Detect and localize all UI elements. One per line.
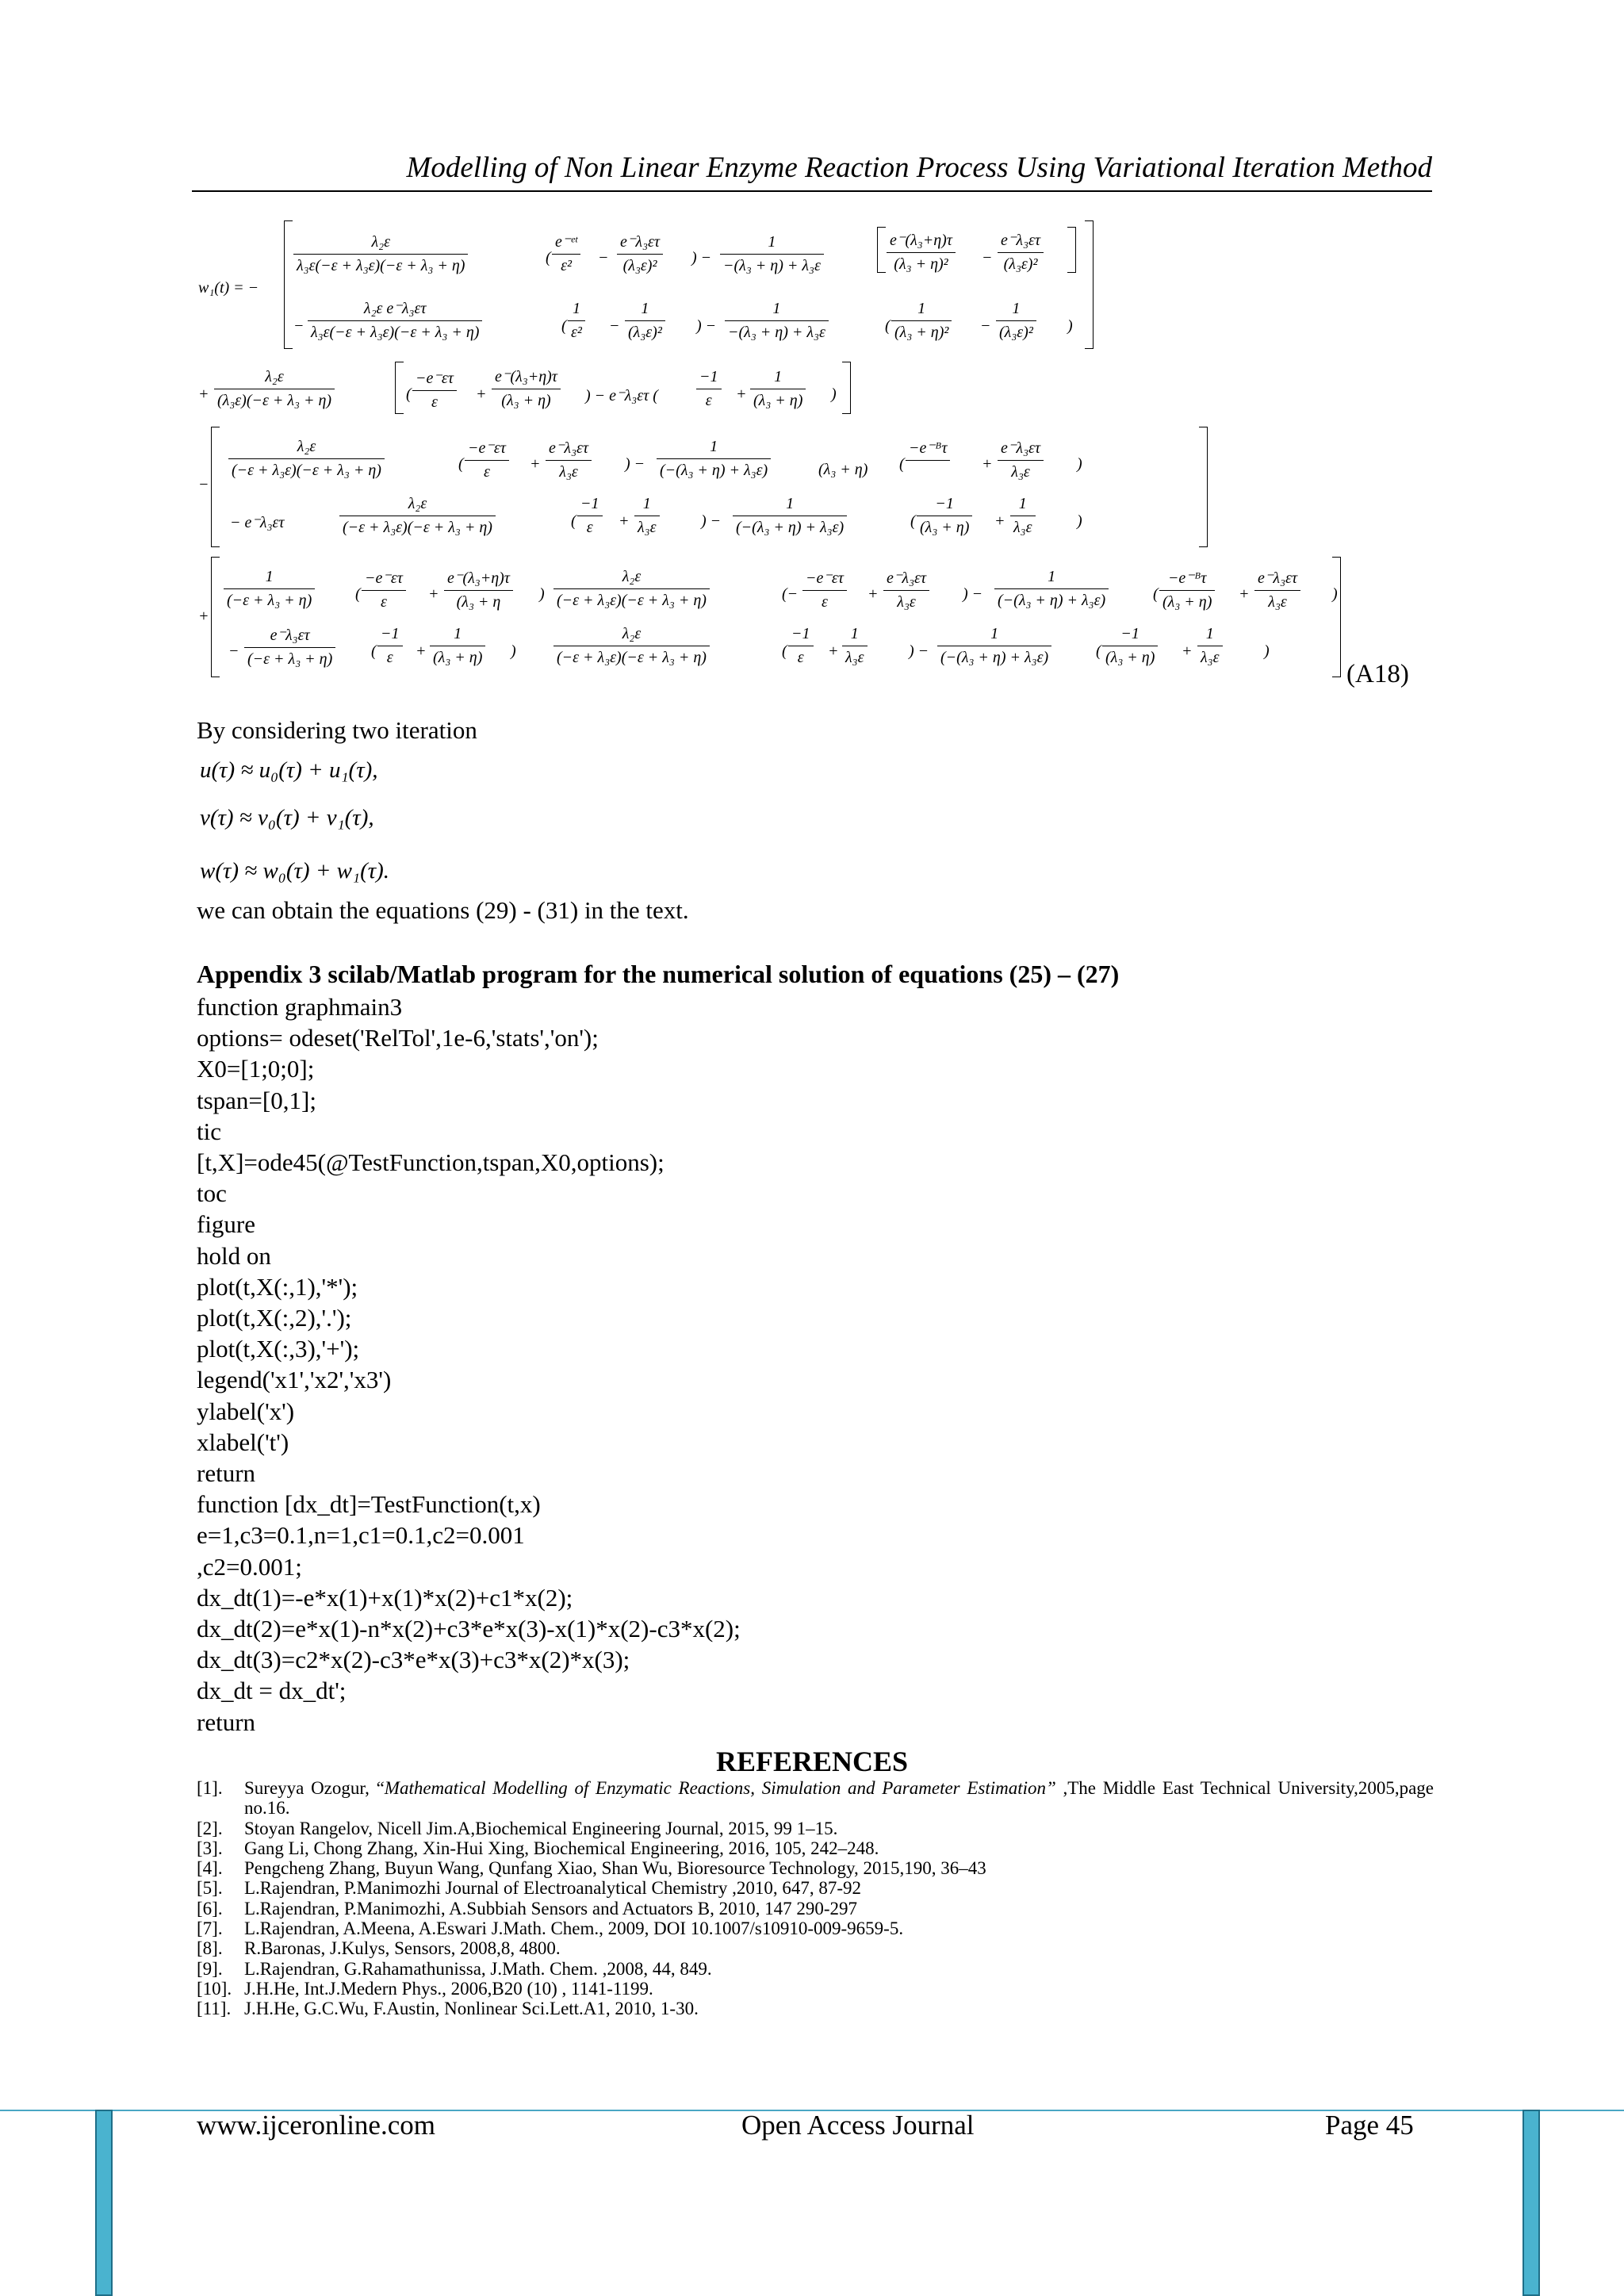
footer-website: www.ijceronline.com (197, 2110, 435, 2141)
eq-operator: + (530, 455, 541, 473)
eq-paren: ( (910, 512, 916, 530)
eq-operator: ) − (909, 642, 929, 660)
eq-paren: ( (546, 249, 551, 266)
eq-operator: − (598, 249, 609, 266)
code-line: [t,X]=ode45(@TestFunction,tspan,X0,options); (197, 1148, 665, 1177)
reference-number: [7]. (197, 1918, 223, 1939)
references-title: REFERENCES (715, 1746, 909, 1777)
eq-paren: ( (1153, 585, 1159, 603)
reference-number: [10]. (197, 1978, 232, 1999)
eq-operator: − (980, 317, 991, 335)
eq-fraction: 1 (−(λ₃ + η) + λ₃ε) (733, 495, 847, 537)
code-line: hold on (197, 1241, 271, 1270)
eq-fraction: 1 (λ₃ε)² (996, 300, 1036, 342)
eq-paren: ) (1067, 317, 1073, 335)
eq-lhs: w₁(t) = − (198, 279, 259, 297)
eq-fraction: −1 ε (377, 625, 403, 667)
eq-fraction: −1 ε (577, 495, 603, 537)
eq-fraction: (λ₃ + η) (818, 461, 868, 478)
reference-text: J.H.He, Int.J.Medern Phys., 2006,B20 (10) , 1141-1199. (244, 1978, 653, 1999)
eq-fraction: λ₂ε (λ₃ε)(−ε + λ₃ + η) (214, 368, 335, 410)
eq-paren: ( (899, 455, 905, 473)
reference-item (197, 1918, 1434, 1938)
eq-paren: ) (1264, 642, 1270, 660)
eq-fraction: −1 ε (788, 625, 814, 667)
eq-operator: + (428, 585, 439, 603)
eq-operator: − (982, 249, 993, 266)
eq-term: − e⁻λ₃ετ (230, 514, 285, 531)
eq-paren: ) (511, 642, 516, 660)
code-line: legend('x1','x2','x3') (197, 1366, 392, 1394)
eq-paren: ( (406, 385, 412, 403)
eq-fraction: 1 (λ₃ε)² (625, 300, 665, 342)
equation-a18 (197, 214, 1434, 690)
code-line: tic (197, 1117, 221, 1145)
eq-fraction: 1 (−(λ₃ + η) + λ₃ε) (994, 568, 1109, 610)
reference-item (197, 1999, 1434, 2018)
eq-fraction: e⁻λ₃ετ (λ₃ε)² (617, 232, 663, 275)
eq-operator: + (619, 512, 630, 530)
eq-paren: ) (1332, 585, 1338, 603)
eq-paren: (− (782, 585, 799, 603)
iteration-conclusion: we can obtain the equations (29) - (31) in the text. (197, 896, 689, 924)
eq-operator: ) − (696, 317, 717, 335)
eq-fraction: 1 (λ₃ + η)² (891, 300, 952, 342)
reference-text: Mathematical Modelling of Enzymatic Reactions, Simulation and Parameter Estimation” (384, 1778, 1056, 1798)
reference-item (197, 1979, 1434, 1999)
eq-paren: ) (539, 585, 545, 603)
code-line: ,c2=0.001; (197, 1552, 302, 1581)
reference-number: [2]. (197, 1818, 223, 1838)
eq-paren: ( (782, 642, 787, 660)
eq-operator: + (1239, 585, 1250, 603)
eq-fraction: e⁻λ₃ετ λ₃ε (998, 438, 1044, 481)
eq-paren: ) (1077, 455, 1082, 473)
code-line: return (197, 1708, 256, 1736)
reference-number: [9]. (197, 1958, 223, 1979)
eq-paren: ( (885, 317, 891, 335)
eq-fraction: −e⁻ετ ε (412, 368, 457, 412)
code-line: function graphmain3 (197, 993, 403, 1021)
reference-item (197, 1938, 1434, 1958)
code-line: return (197, 1459, 256, 1488)
eq-fraction: −e⁻ᴮτ (906, 438, 950, 481)
eq-fraction: e⁻λ₃ετ (−ε + λ₃ + η) (244, 625, 335, 669)
eq-operator: + (416, 642, 427, 660)
eq-fraction: e⁻ᵉᵗ ε² (552, 232, 580, 275)
eq-operator: + (1182, 642, 1193, 660)
code-line: dx_dt(3)=c2*x(2)-c3*e*x(3)+c3*x(2)*x(3); (197, 1646, 630, 1674)
eq-paren: ( (561, 317, 567, 335)
equation-tag: (A18) (1346, 660, 1409, 688)
eq-bracket (395, 362, 404, 414)
eq-operator: ) − (625, 455, 645, 473)
reference-number: [3]. (197, 1838, 223, 1858)
eq-operator: − (609, 317, 620, 335)
eq-bracket (211, 427, 220, 547)
w-equation: w(τ) ≈ w₀(τ) + w₁(τ). (200, 858, 390, 884)
eq-fraction: −1 ε (696, 368, 722, 410)
eq-paren: ( (355, 585, 361, 603)
eq-fraction: −1 (λ₃ + η) (917, 495, 972, 537)
eq-fraction: 1 λ₃ε (1010, 495, 1036, 537)
eq-paren: ( (458, 455, 464, 473)
eq-fraction: 1 λ₃ε (634, 495, 660, 537)
eq-operator: ) − (963, 585, 983, 603)
footer-journal: Open Access Journal (741, 2110, 975, 2141)
eq-fraction: λ₂ε e⁻λ₃ετ λ₃ε(−ε + λ₃ε)(−ε + λ₃ + η) (308, 298, 482, 342)
v-equation: v(τ) ≈ v₀(τ) + v₁(τ), (200, 805, 374, 830)
eq-fraction: 1 λ₃ε (1197, 625, 1223, 667)
footer-left-bar (95, 2110, 113, 2296)
eq-fraction: −e⁻ετ ε (802, 568, 847, 611)
eq-operator: + (868, 585, 879, 603)
eq-fraction: 1 ε² (568, 300, 585, 342)
code-line: tspan=[0,1]; (197, 1086, 316, 1114)
eq-paren: ( (571, 512, 576, 530)
reference-number: [5]. (197, 1878, 223, 1899)
eq-bracket (877, 227, 886, 273)
eq-fraction: 1 (−(λ₃ + η) + λ₃ε) (937, 625, 1051, 667)
reference-number: [6]. (197, 1898, 223, 1918)
reference-text: L.Rajendran, P.Manimozhi Journal of Electroanalytical Chemistry ,2010, 647, 87-92 (244, 1878, 862, 1899)
running-header-title: Modelling of Non Linear Enzyme Reaction Process Using Variational Iteration Method (406, 151, 1432, 184)
eq-fraction: 1 −(λ₃ + η) + λ₃ε (720, 233, 824, 275)
eq-operator: − (228, 642, 239, 660)
eq-bracket (211, 557, 220, 677)
eq-paren: ( (1096, 642, 1101, 660)
reference-text: L.Rajendran, G.Rahamathunissa, J.Math. Chem. ,2008, 44, 849. (244, 1958, 712, 1979)
code-line: plot(t,X(:,2),'.'); (197, 1304, 352, 1332)
eq-term: ) − e⁻λ₃ετ ( (585, 387, 658, 404)
eq-fraction: 1 (−ε + λ₃ + η) (224, 568, 315, 610)
reference-item (197, 1959, 1434, 1979)
header-rule (192, 190, 1432, 192)
eq-fraction: −e⁻ᴮτ (λ₃ + η) (1159, 568, 1215, 611)
eq-fraction: 1 λ₃ε (842, 625, 868, 667)
reference-item (197, 1858, 1434, 1878)
eq-fraction: 1 (λ₃ + η) (430, 625, 485, 667)
eq-operator: + (994, 512, 1005, 530)
reference-text: J.H.He, G.C.Wu, F.Austin, Nonlinear Sci.Lett.A1, 2010, 1-30. (244, 1999, 699, 2019)
reference-text: Sureyya Ozogur, “ (244, 1778, 385, 1798)
code-line: function [dx_dt]=TestFunction(t,x) (197, 1490, 541, 1519)
eq-paren: ) (831, 385, 837, 403)
eq-bracket (1085, 220, 1094, 349)
reference-text: Stoyan Rangelov, Nicell Jim.A,Biochemical Engineering Journal, 2015, 99 1–15. (244, 1818, 838, 1838)
reference-number: [1]. (197, 1778, 223, 1798)
code-line: dx_dt = dx_dt'; (197, 1677, 347, 1705)
eq-fraction: e⁻(λ₃+η)τ (λ₃ + η) (492, 366, 561, 410)
eq-fraction: −e⁻ετ ε (465, 438, 509, 481)
reference-item (197, 1899, 1434, 1918)
eq-operator: + (828, 642, 839, 660)
eq-operator: + (198, 385, 209, 403)
eq-operator: − (293, 317, 304, 335)
reference-number: [4]. (197, 1858, 223, 1879)
eq-fraction: e⁻(λ₃+η)τ (λ₃ + η (444, 568, 513, 611)
code-line: X0=[1;0;0]; (197, 1055, 315, 1083)
eq-bracket (1332, 557, 1341, 677)
eq-operator: − (198, 476, 209, 493)
eq-bracket (1199, 427, 1208, 547)
footer-right-bar (1522, 2110, 1540, 2296)
eq-bracket (284, 220, 293, 349)
eq-operator: + (982, 455, 993, 473)
eq-paren: ( (371, 642, 377, 660)
eq-fraction: λ₂ε (−ε + λ₃ε)(−ε + λ₃ + η) (553, 625, 710, 667)
reference-text: ,The Middle East Technical University,2005,page no.16. (244, 1778, 1434, 1819)
eq-fraction: e⁻λ₃ετ (λ₃ε)² (998, 230, 1044, 274)
code-line: ylabel('x') (197, 1397, 295, 1425)
code-line: toc (197, 1179, 227, 1208)
eq-operator: + (476, 385, 487, 403)
eq-fraction: −e⁻ετ ε (362, 568, 406, 611)
eq-fraction: e⁻λ₃ετ λ₃ε (546, 438, 592, 481)
eq-bracket (1067, 227, 1076, 273)
code-line: e=1,c3=0.1,n=1,c1=0.1,c2=0.001 (197, 1521, 525, 1550)
eq-fraction: e⁻(λ₃+η)τ (λ₃ + η)² (887, 230, 956, 274)
reference-item (197, 1778, 1434, 1819)
footer-page-number: Page 45 (1325, 2110, 1414, 2141)
eq-fraction: 1 −(λ₃ + η) + λ₃ε (725, 300, 829, 342)
iteration-intro: By considering two iteration (197, 716, 477, 744)
eq-operator: ) − (701, 512, 722, 530)
eq-fraction: λ₂ε (−ε + λ₃ε)(−ε + λ₃ + η) (228, 438, 385, 480)
eq-operator: + (736, 385, 747, 403)
code-line: plot(t,X(:,3),'+'); (197, 1335, 360, 1363)
reference-text: Pengcheng Zhang, Buyun Wang, Qunfang Xiao, Shan Wu, Bioresource Technology, 2015,190, 36–43 (244, 1858, 986, 1879)
eq-operator: ) − (691, 249, 712, 266)
references-list (197, 1778, 1434, 2019)
code-line: xlabel('t') (197, 1428, 289, 1456)
reference-text: R.Baronas, J.Kulys, Sensors, 2008,8, 4800. (244, 1938, 561, 1959)
reference-item (197, 1838, 1434, 1858)
eq-fraction: λ₂ε λ₃ε(−ε + λ₃ε)(−ε + λ₃ + η) (293, 233, 468, 275)
eq-fraction: λ₂ε (−ε + λ₃ε)(−ε + λ₃ + η) (339, 495, 496, 537)
u-equation: u(τ) ≈ u₀(τ) + u₁(τ), (200, 757, 378, 783)
code-line: plot(t,X(:,1),'*'); (197, 1272, 358, 1301)
eq-fraction: −1 (λ₃ + η) (1102, 625, 1158, 667)
eq-fraction: λ₂ε (−ε + λ₃ε)(−ε + λ₃ + η) (553, 568, 710, 610)
eq-fraction: e⁻λ₃ετ λ₃ε (1254, 568, 1300, 611)
reference-item (197, 1819, 1434, 1838)
code-line: figure (197, 1210, 256, 1239)
reference-number: [8]. (197, 1938, 223, 1959)
reference-number: [11]. (197, 1999, 232, 2019)
reference-text: Gang Li, Chong Zhang, Xin-Hui Xing, Biochemical Engineering, 2016, 105, 242–248. (244, 1838, 879, 1858)
eq-fraction: 1 (−(λ₃ + η) + λ₃ε) (657, 438, 771, 480)
code-line: dx_dt(1)=-e*x(1)+x(1)*x(2)+c1*x(2); (197, 1583, 573, 1612)
code-listing (197, 991, 741, 1738)
eq-fraction: e⁻λ₃ετ λ₃ε (883, 568, 929, 611)
eq-operator: + (198, 608, 209, 625)
reference-item (197, 1878, 1434, 1898)
code-line: dx_dt(2)=e*x(1)-n*x(2)+c3*e*x(3)-x(1)*x(2)-c3*x(2); (197, 1615, 741, 1643)
code-line: options= odeset('RelTol',1e-6,'stats','on'); (197, 1024, 599, 1052)
eq-paren: ) (1077, 512, 1082, 530)
reference-text: L.Rajendran, A.Meena, A.Eswari J.Math. Chem., 2009, DOI 10.1007/s10910-009-9659-5. (244, 1918, 904, 1939)
eq-bracket (842, 362, 851, 414)
eq-fraction: 1 (λ₃ + η) (750, 368, 806, 410)
reference-text: L.Rajendran, P.Manimozhi, A.Subbiah Sensors and Actuators B, 2010, 147 290-297 (244, 1898, 857, 1918)
appendix-title: Appendix 3 scilab/Matlab program for the numerical solution of equations (25) – (27) (197, 960, 1120, 988)
